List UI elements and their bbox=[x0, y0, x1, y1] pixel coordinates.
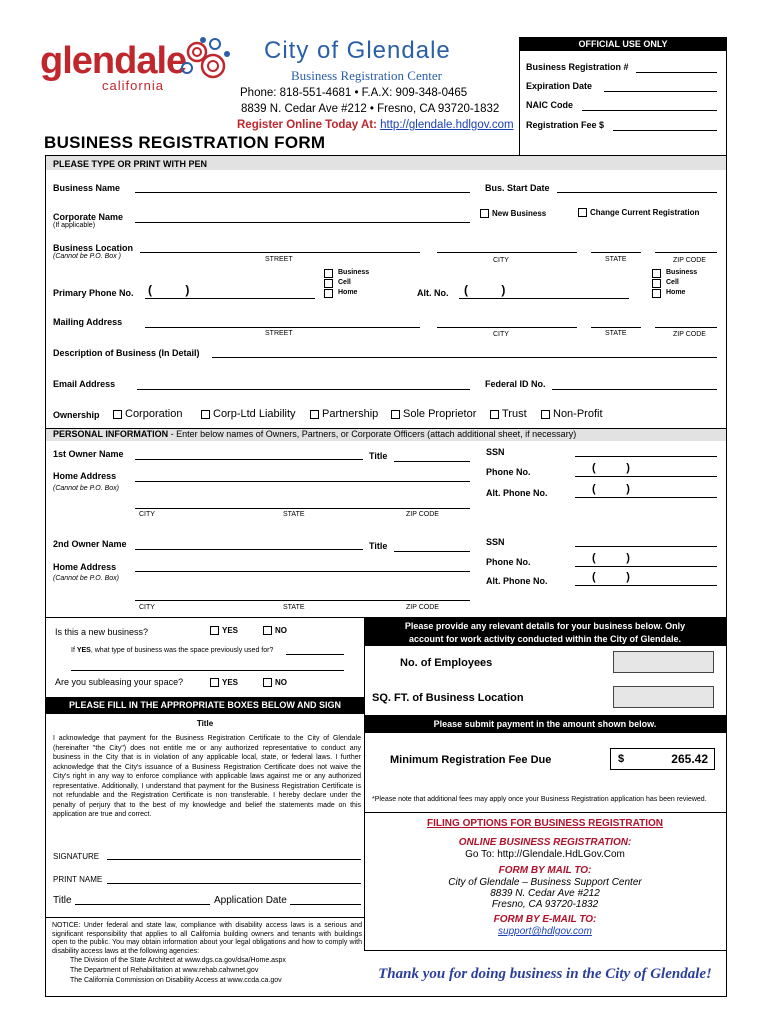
owner1-field[interactable] bbox=[135, 459, 363, 460]
employees-input[interactable] bbox=[613, 651, 714, 673]
ownership-label: Ownership bbox=[53, 410, 100, 420]
owner2-home-field[interactable] bbox=[135, 571, 470, 572]
signature-field[interactable] bbox=[107, 859, 361, 860]
prev-use-field-2[interactable] bbox=[71, 670, 344, 671]
min-fee-amount: 265.42 bbox=[671, 752, 708, 766]
owner1-label: 1st Owner Name bbox=[53, 449, 124, 459]
employees-label: No. of Employees bbox=[400, 657, 493, 669]
owner1-title-label: Title bbox=[369, 451, 388, 461]
owner1-phone-paren: ( ) bbox=[592, 462, 630, 474]
email-label: Email Address bbox=[53, 379, 116, 389]
sub-yes-checkbox[interactable] bbox=[210, 678, 219, 687]
submit-payment-banner: Please submit payment in the amount shown below. bbox=[364, 715, 726, 733]
business-location-label: Business Location bbox=[53, 243, 134, 253]
app-date-label: Application Date bbox=[214, 895, 287, 906]
owner2-title-label: Title bbox=[369, 541, 388, 551]
if-applicable: (If applicable) bbox=[53, 222, 96, 229]
location-city-field[interactable] bbox=[437, 252, 577, 253]
bus-start-field[interactable] bbox=[557, 192, 717, 193]
owner1-title-field[interactable] bbox=[394, 461, 470, 462]
notice-link-2: The Department of Rehabilitation at www.rehab.cahwnet.gov bbox=[70, 967, 259, 974]
new-business-checkbox[interactable] bbox=[480, 209, 489, 218]
alt-type-cell-checkbox[interactable] bbox=[652, 279, 661, 288]
mailing-street-field[interactable] bbox=[145, 327, 420, 328]
corp-ltd-checkbox[interactable] bbox=[201, 410, 210, 419]
phone-type-business: Business bbox=[338, 269, 370, 276]
business-name-label: Business Name bbox=[53, 183, 121, 193]
glendale-logo bbox=[40, 40, 240, 100]
please-type: PLEASE TYPE OR PRINT WITH PEN bbox=[53, 159, 208, 169]
owner1-zip-caption: ZIP CODE bbox=[406, 511, 439, 518]
owner1-alt-paren: ( ) bbox=[592, 483, 630, 495]
prev-use-field-1[interactable] bbox=[286, 654, 344, 655]
owner2-alt-label: Alt. Phone No. bbox=[486, 576, 548, 586]
city-title: City of Glendale bbox=[264, 37, 451, 64]
app-date-field[interactable] bbox=[290, 904, 361, 905]
alt-type-business-checkbox[interactable] bbox=[652, 269, 661, 278]
official-reg-num: Business Registration # bbox=[526, 62, 629, 72]
mail-title: FORM BY MAIL TO: bbox=[498, 865, 592, 876]
mailing-zip-field[interactable] bbox=[655, 327, 717, 328]
primary-phone-paren: ( ) bbox=[148, 283, 190, 297]
location-zip-field[interactable] bbox=[655, 252, 717, 253]
owner2-phone-field[interactable] bbox=[575, 566, 717, 567]
owner1-home-field[interactable] bbox=[135, 481, 470, 482]
sub-yes-option[interactable]: YES bbox=[210, 678, 238, 687]
city-caption: CITY bbox=[493, 257, 509, 264]
mail-state-caption: STATE bbox=[605, 330, 627, 337]
owner2-ssn-field[interactable] bbox=[575, 546, 717, 547]
notice-link-3: The California Commission on Disability Access at www.ccda.ca.gov bbox=[70, 977, 282, 984]
partnership-checkbox[interactable] bbox=[310, 410, 319, 419]
owner2-label: 2nd Owner Name bbox=[53, 539, 127, 549]
alt-no-label: Alt. No. bbox=[417, 288, 449, 298]
mailing-state-field[interactable] bbox=[591, 327, 641, 328]
notice-body: NOTICE: Under federal and state law, compliance with disability access laws is a serious and significant responsibility that applies to all California building owners and tenants with buildings open to the public. You may obtain information about your legal obligations and how to comply with disability access laws at the following agencies: bbox=[52, 922, 362, 955]
own-partnership[interactable]: Partnership bbox=[310, 408, 378, 420]
owner2-ssn-label: SSN bbox=[486, 537, 505, 547]
official-fee: Registration Fee $ bbox=[526, 120, 605, 130]
new-business-option[interactable]: New Business bbox=[480, 209, 546, 218]
own-trust[interactable]: Trust bbox=[490, 408, 527, 420]
owner1-ssn-label: SSN bbox=[486, 447, 505, 457]
new-business-question: Is this a new business? bbox=[55, 627, 149, 637]
new-yes-option[interactable]: YES bbox=[210, 626, 238, 635]
sub-no-option[interactable]: NO bbox=[263, 678, 287, 687]
change-reg-checkbox[interactable] bbox=[578, 208, 587, 217]
sqft-input[interactable] bbox=[613, 686, 714, 708]
official-use-box bbox=[519, 37, 727, 156]
owner1-ssn-field[interactable] bbox=[575, 456, 717, 457]
filing-title: FILING OPTIONS FOR BUSINESS REGISTRATION bbox=[427, 818, 663, 829]
owner2-zip-caption: ZIP CODE bbox=[406, 604, 439, 611]
new-no-option[interactable]: NO bbox=[263, 626, 287, 635]
personal-info-header: PERSONAL INFORMATION - Enter below names of Owners, Partners, or Corporate Officers (attach additional sheet, if necessary) bbox=[53, 429, 577, 439]
mail-line-1: City of Glendale – Business Support Center bbox=[448, 877, 642, 888]
alt-no-paren: ( ) bbox=[464, 283, 506, 297]
mailing-city-field[interactable] bbox=[437, 327, 577, 328]
owner2-state-caption: STATE bbox=[283, 604, 305, 611]
location-state-field[interactable] bbox=[591, 252, 641, 253]
mail-line-2: 8839 N. Cedar Ave #212 bbox=[490, 888, 600, 899]
owner2-home-label: Home Address bbox=[53, 562, 117, 572]
owner1-phone-label: Phone No. bbox=[486, 467, 531, 477]
register-online bbox=[237, 119, 514, 131]
owner2-field[interactable] bbox=[135, 549, 363, 550]
new-no-checkbox[interactable] bbox=[263, 626, 272, 635]
city-phone: Phone: 818-551-4681 • F.A.X: 909-348-0465 bbox=[240, 87, 468, 99]
email-field[interactable] bbox=[137, 389, 470, 390]
business-name-field[interactable] bbox=[135, 192, 470, 193]
cert-title: Title bbox=[196, 719, 214, 728]
alt-no-field[interactable] bbox=[459, 298, 629, 299]
owner1-phone-field[interactable] bbox=[575, 476, 717, 477]
street-caption: STREET bbox=[265, 256, 293, 263]
owner2-city-field[interactable] bbox=[135, 600, 470, 601]
email-value[interactable]: support@hdlgov.com bbox=[498, 926, 592, 937]
logo-swirl-icon bbox=[175, 34, 235, 84]
thank-you: Thank you for doing business in the City of Glendale! bbox=[378, 966, 712, 982]
desc-field[interactable] bbox=[212, 357, 717, 358]
alt-type-home-checkbox[interactable] bbox=[652, 289, 661, 298]
desc-label: Description of Business (In Detail) bbox=[53, 348, 200, 358]
title-label: Title bbox=[53, 895, 72, 906]
own-sole[interactable]: Sole Proprietor bbox=[391, 408, 476, 420]
city-address: 8839 N. Cedar Ave #212 • Fresno, CA 93720-1832 bbox=[241, 103, 500, 115]
phone-type-home: Home bbox=[338, 289, 358, 296]
official-exp: Expiration Date bbox=[526, 81, 593, 91]
phone-type-cell-checkbox[interactable] bbox=[324, 279, 333, 288]
sub-no-checkbox[interactable] bbox=[263, 678, 272, 687]
new-yes-checkbox[interactable] bbox=[210, 626, 219, 635]
trust-checkbox[interactable] bbox=[490, 410, 499, 419]
corp-name-field[interactable] bbox=[135, 222, 470, 223]
own-corp-ltd[interactable]: Corp-Ltd Liability bbox=[201, 408, 296, 420]
form-title: BUSINESS REGISTRATION FORM bbox=[44, 133, 326, 152]
owner1-city-caption: CITY bbox=[139, 511, 155, 518]
alt-type-cell: Cell bbox=[666, 279, 679, 286]
sqft-label: SQ. FT. of Business Location bbox=[372, 692, 524, 704]
primary-phone-field[interactable] bbox=[145, 298, 315, 299]
corporation-checkbox[interactable] bbox=[113, 410, 122, 419]
print-name-field[interactable] bbox=[107, 883, 361, 884]
owner2-city-caption: CITY bbox=[139, 604, 155, 611]
mail-zip-caption: ZIP CODE bbox=[673, 331, 706, 338]
owner2-alt-field[interactable] bbox=[575, 585, 717, 586]
owner2-no-po: (Cannot be P.O. Box) bbox=[53, 575, 120, 582]
sole-checkbox[interactable] bbox=[391, 410, 400, 419]
owner1-no-po: (Cannot be P.O. Box) bbox=[53, 485, 120, 492]
signature-label: SIGNATURE bbox=[53, 852, 100, 861]
owner2-alt-paren: ( ) bbox=[592, 571, 630, 583]
fill-boxes-banner: PLEASE FILL IN THE APPROPRIATE BOXES BELOW AND SIGN bbox=[46, 697, 364, 714]
owner2-phone-label: Phone No. bbox=[486, 557, 531, 567]
notice-link-1: The Division of the State Architect at www.dgs.ca.gov/dsa/Home.aspx bbox=[70, 957, 286, 964]
location-street-field[interactable] bbox=[140, 252, 420, 253]
phone-type-business-checkbox[interactable] bbox=[324, 269, 333, 278]
phone-type-home-checkbox[interactable] bbox=[324, 289, 333, 298]
cert-body: I acknowledge that payment for the Business Registration Certificate to the City of Glendale (hereinafter "the City") does not entitle me or any authorized representative to conduct any business in the City that is in violation of any applicable local, state, or federal laws. I further acknowledge that the City's issuance of a Business Registration Certificate does not waive the City's right in any way to enforce compliance with applicable laws against me or any authorized representative. Additionally, I understand that payment for the Business Registration Certificate is not refundable and the Registration Certificate is non transferable. I hereby declare under the penalty of perjury that to the best of my knowledge and belief the statements made on this application are true and correct. bbox=[53, 735, 361, 818]
zip-caption: ZIP CODE bbox=[673, 257, 706, 264]
official-use-header: OFFICIAL USE ONLY bbox=[519, 37, 727, 51]
if-yes-question: If YES, what type of business was the space previously used for? bbox=[71, 647, 274, 654]
state-caption: STATE bbox=[605, 256, 627, 263]
owner1-alt-label: Alt. Phone No. bbox=[486, 488, 548, 498]
register-online-link[interactable]: http://glendale.hdlgov.com bbox=[380, 119, 514, 131]
email-title: FORM BY E-MAIL TO: bbox=[493, 914, 597, 925]
alt-type-business: Business bbox=[666, 269, 698, 276]
own-corporation[interactable]: Corporation bbox=[113, 408, 182, 420]
owner1-alt-field[interactable] bbox=[575, 497, 717, 498]
corp-name-label: Corporate Name bbox=[53, 212, 124, 222]
additional-fees-note: *Please note that additional fees may apply once your Business Registration application has been reviewed. bbox=[372, 796, 707, 803]
owner2-phone-paren: ( ) bbox=[592, 552, 630, 564]
min-fee-box bbox=[610, 748, 715, 770]
official-naic: NAIC Code bbox=[526, 100, 573, 110]
min-fee-label: Minimum Registration Fee Due bbox=[390, 754, 552, 766]
no-po-box-note: (Cannot be P.O. Box ) bbox=[53, 253, 121, 260]
online-title: ONLINE BUSINESS REGISTRATION: bbox=[458, 837, 632, 848]
owner2-title-field[interactable] bbox=[394, 551, 470, 552]
owner1-home-label: Home Address bbox=[53, 471, 117, 481]
own-nonprofit[interactable]: Non-Profit bbox=[541, 408, 603, 420]
min-fee-currency: $ bbox=[618, 753, 625, 765]
register-online-prefix: Register Online Today At: bbox=[237, 119, 377, 131]
logo-sub: california bbox=[102, 78, 165, 93]
owner1-city-field[interactable] bbox=[135, 508, 470, 509]
sublease-question: Are you subleasing your space? bbox=[55, 677, 184, 687]
print-name-label: PRINT NAME bbox=[53, 875, 103, 884]
owner1-state-caption: STATE bbox=[283, 511, 305, 518]
title-field[interactable] bbox=[75, 904, 210, 905]
mail-line-3: Fresno, CA 93720-1832 bbox=[491, 899, 599, 910]
change-reg-option[interactable]: Change Current Registration bbox=[578, 208, 699, 217]
city-subtitle: Business Registration Center bbox=[291, 68, 442, 83]
details-banner: Please provide any relevant details for your business below. Only account for work activity conducted within the City of Glendale. bbox=[364, 618, 726, 646]
mail-street-caption: STREET bbox=[265, 330, 293, 337]
primary-phone-label: Primary Phone No. bbox=[53, 288, 134, 298]
fed-id-field[interactable] bbox=[552, 389, 717, 390]
fed-id-label: Federal ID No. bbox=[485, 379, 546, 389]
mailing-label: Mailing Address bbox=[53, 317, 123, 327]
phone-type-cell: Cell bbox=[338, 279, 351, 286]
online-value[interactable]: Go To: http://Glendale.HdLGov.Com bbox=[465, 849, 625, 860]
nonprofit-checkbox[interactable] bbox=[541, 410, 550, 419]
bus-start-label: Bus. Start Date bbox=[485, 183, 550, 193]
alt-type-home: Home bbox=[666, 289, 686, 296]
logo-wordmark: glendale bbox=[40, 40, 187, 82]
mail-city-caption: CITY bbox=[493, 331, 509, 338]
